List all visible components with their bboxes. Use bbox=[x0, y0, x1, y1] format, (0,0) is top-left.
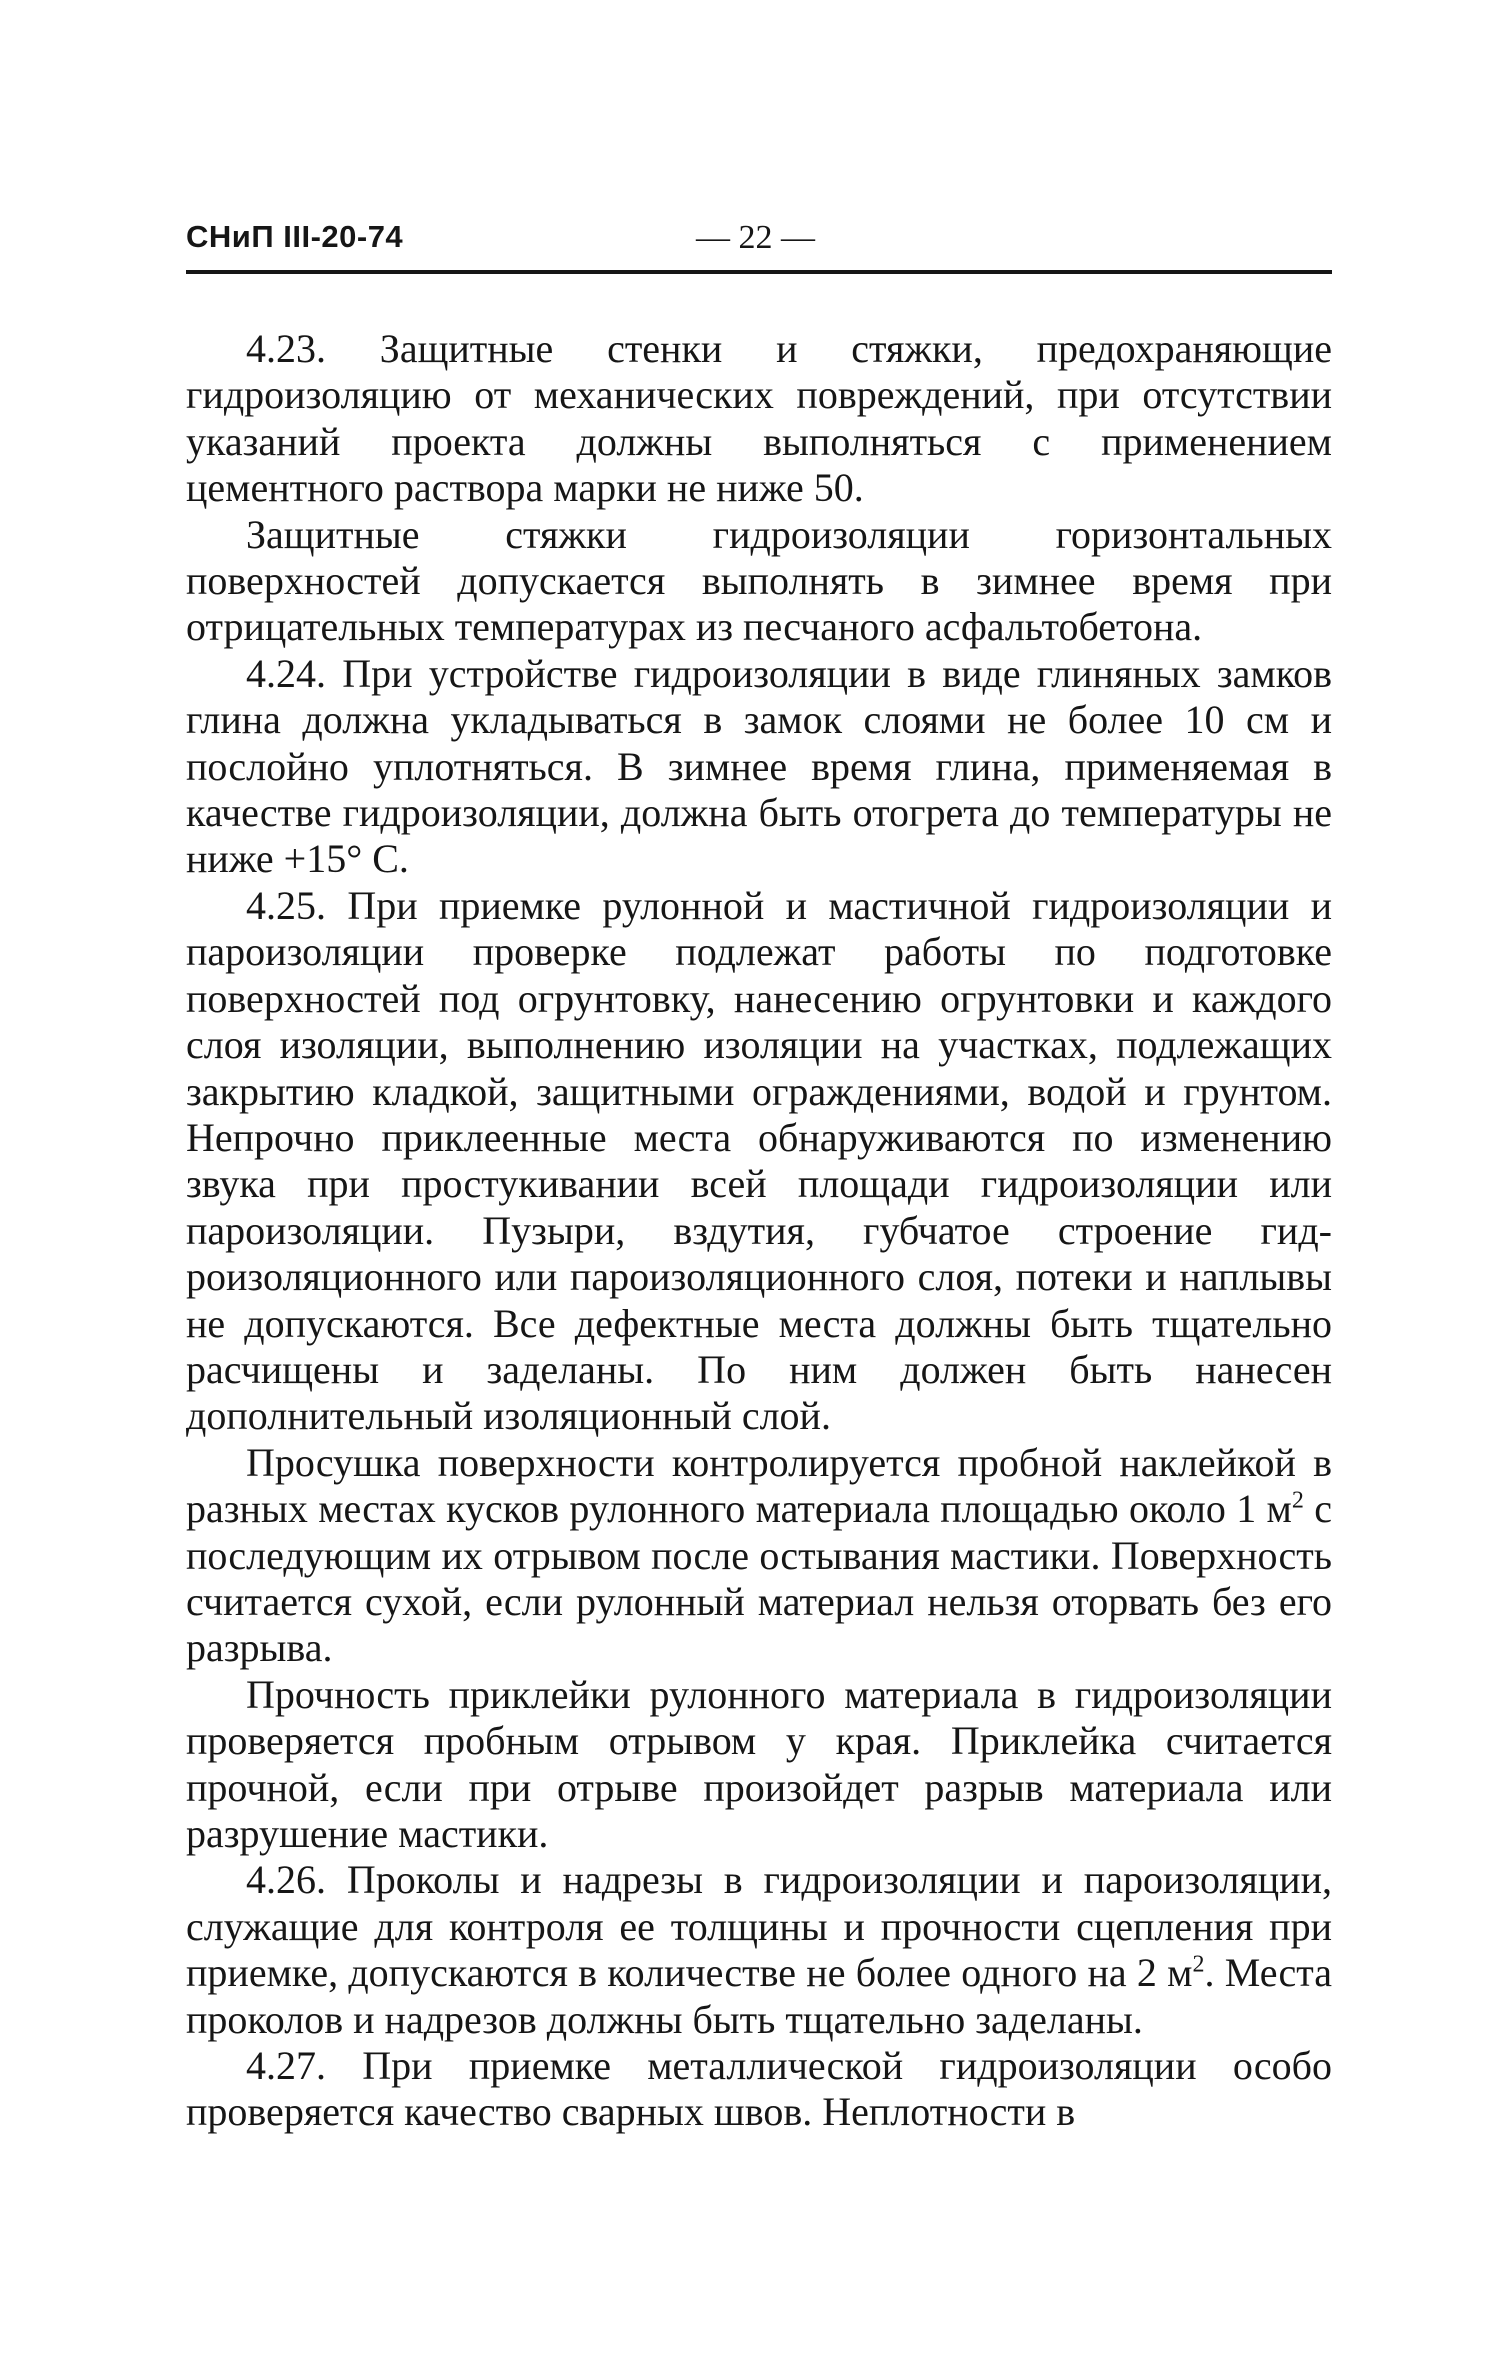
document-code: СНиП III-20-74 bbox=[186, 219, 404, 254]
page-number: — 22 — bbox=[696, 219, 815, 256]
paragraph-4-25-drying bbox=[186, 1440, 1332, 1672]
paragraph-4-25-adhesion bbox=[186, 1672, 1332, 1858]
paragraph-4-24 bbox=[186, 651, 1332, 883]
header-divider bbox=[186, 270, 1332, 274]
paragraph-text-part: Проколы и надрезы в гидроизоляции и пароизоляции, служащие для контроля ее толщины и прочности сцепления при приемке, допускаются в количестве не более одного на 2 м bbox=[186, 1857, 1332, 1996]
paragraph-4-27 bbox=[186, 2043, 1332, 2136]
paragraph-text: Защитные стяжки гидроизоляции горизонтальных поверхностей допускается выполнять в зимнее время при отрицательных температурах из песчаного асфальтобетона. bbox=[186, 511, 1332, 650]
paragraph-text: При приемке рулонной и мастичной гидроизоляции и пароизоляции проверке подлежат работы по подготовке поверхностей под огрунтовку, нанесению огрунтовки и каждого слоя изоляции, выполнению изоляции на участках, подлежащих закрытию кладкой, защитными ограждениями, водой и грунтом. Непрочно приклеенные места обнаруживаются по изменению звука при простукивании всей площади гидроизоляции или пароизоляции. Пузыри, вздутия, губчатое строение гидроизоляционного или пароизоляционного слоя, потеки и наплывы не допускаются. Все дефектные места должны быть тщательно расчищены и заделаны. По ним должен быть нанесен дополнительный изоляционный слой. bbox=[186, 882, 1333, 1439]
clause-number: 4.27. bbox=[246, 2043, 326, 2089]
clause-number: 4.26. bbox=[246, 1857, 326, 1903]
paragraph-text: Защитные стенки и стяжки, предохраняющие гидроизоляцию от механических повреждений, при отсутствии указаний проекта должны выполняться с применением цементного раствора марки не ниже 50. bbox=[186, 326, 1332, 511]
paragraph-4-25 bbox=[186, 883, 1332, 1440]
paragraph-4-23 bbox=[186, 326, 1332, 512]
paragraph-text: При приемке металлической гидроизоляции особо проверяется качество сварных швов. Неплотности в bbox=[186, 2043, 1332, 2135]
superscript: 2 bbox=[1192, 1951, 1205, 1978]
clause-number: 4.24. bbox=[246, 650, 326, 696]
superscript: 2 bbox=[1291, 1487, 1304, 1514]
paragraph-text-part: с последующим их отрывом после остывания мастики. Поверхность считается сухой, если рулонный материал нельзя оторвать без его разрыва. bbox=[186, 1486, 1332, 1671]
paragraph-text: Прочность приклейки рулонного материала в гидроизоляции проверяется пробным отрывом у края. Приклейка считается прочной, если при отрыве произойдет разрыв материала или разрушение мастики. bbox=[186, 1671, 1332, 1856]
paragraph-text: При устройстве гидроизоляции в виде глиняных замков глина должна укладываться в замок слоями не более 10 см и послойно уплотняться. В зимнее время глина, применяемая в качестве гидроизоляции, должна быть отогрета до температуры не ниже +15° С. bbox=[186, 650, 1332, 882]
body-text bbox=[186, 326, 1332, 2136]
paragraph-text-part: Просушка поверхности контролируется пробной наклейкой в разных местах кусков рулонного материала площадью около 1 м bbox=[186, 1439, 1332, 1532]
clause-number: 4.25. bbox=[246, 882, 326, 928]
paragraph-4-23-cont bbox=[186, 512, 1332, 651]
paragraph-4-26 bbox=[186, 1857, 1332, 2043]
paragraph-text-part: . Места проколов и надрезов должны быть тщательно заделаны. bbox=[186, 1950, 1333, 2042]
clause-number: 4.23. bbox=[246, 326, 326, 371]
running-header bbox=[186, 219, 1332, 269]
